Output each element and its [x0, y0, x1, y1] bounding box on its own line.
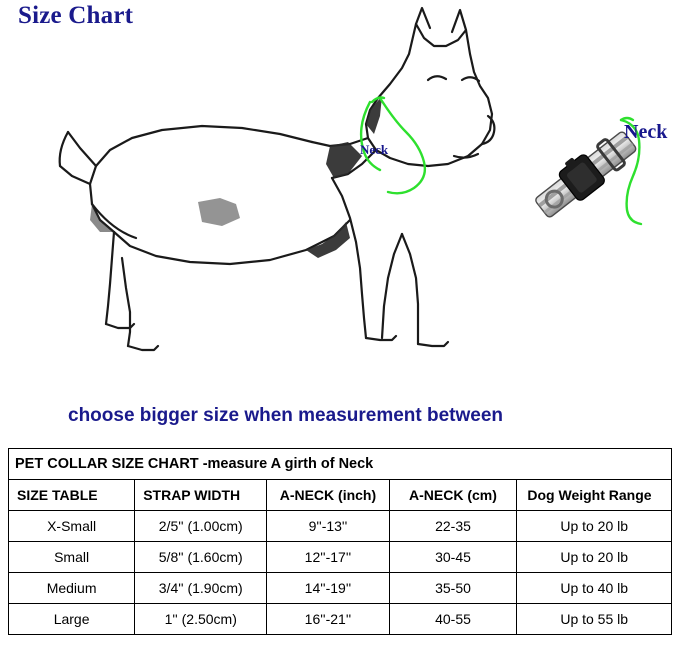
table-caption: PET COLLAR SIZE CHART -measure A girth of Neck — [9, 449, 672, 480]
column-header-strap-width: STRAP WIDTH — [135, 480, 267, 511]
cell-size: Small — [9, 542, 135, 573]
cell-neck-inch: 9''-13'' — [267, 511, 389, 542]
table-row — [9, 573, 672, 604]
table-caption-row — [9, 449, 672, 480]
column-header-weight-range: Dog Weight Range — [517, 480, 672, 511]
table-row — [9, 511, 672, 542]
table-row — [9, 604, 672, 635]
column-header-neck-inch: A-NECK (inch) — [267, 480, 389, 511]
cell-strap-width: 3/4'' (1.90cm) — [135, 573, 267, 604]
size-chart-table — [8, 448, 672, 635]
cell-weight-range: Up to 40 lb — [517, 573, 672, 604]
column-header-size-table: SIZE TABLE — [9, 480, 135, 511]
cell-strap-width: 5/8'' (1.60cm) — [135, 542, 267, 573]
cell-strap-width: 1'' (2.50cm) — [135, 604, 267, 635]
cell-weight-range: Up to 55 lb — [517, 604, 672, 635]
cell-neck-cm: 40-55 — [389, 604, 517, 635]
cell-weight-range: Up to 20 lb — [517, 542, 672, 573]
cell-neck-cm: 35-50 — [389, 573, 517, 604]
neck-label-collar: Neck — [624, 121, 668, 143]
page-title: Size Chart — [18, 2, 134, 29]
column-header-neck-cm: A-NECK (cm) — [389, 480, 517, 511]
cell-neck-inch: 14''-19'' — [267, 573, 389, 604]
table-header-row — [9, 480, 672, 511]
cell-neck-cm: 30-45 — [389, 542, 517, 573]
subtitle-note: choose bigger size when measurement between — [68, 405, 504, 426]
cell-neck-inch: 16''-21'' — [267, 604, 389, 635]
neck-label-dog: Neck — [360, 142, 389, 157]
dog-illustration — [30, 6, 500, 376]
table-row — [9, 542, 672, 573]
cell-size: Medium — [9, 573, 135, 604]
cell-neck-cm: 22-35 — [389, 511, 517, 542]
cell-weight-range: Up to 20 lb — [517, 511, 672, 542]
cell-size: Large — [9, 604, 135, 635]
cell-neck-inch: 12''-17'' — [267, 542, 389, 573]
cell-size: X-Small — [9, 511, 135, 542]
cell-strap-width: 2/5'' (1.00cm) — [135, 511, 267, 542]
